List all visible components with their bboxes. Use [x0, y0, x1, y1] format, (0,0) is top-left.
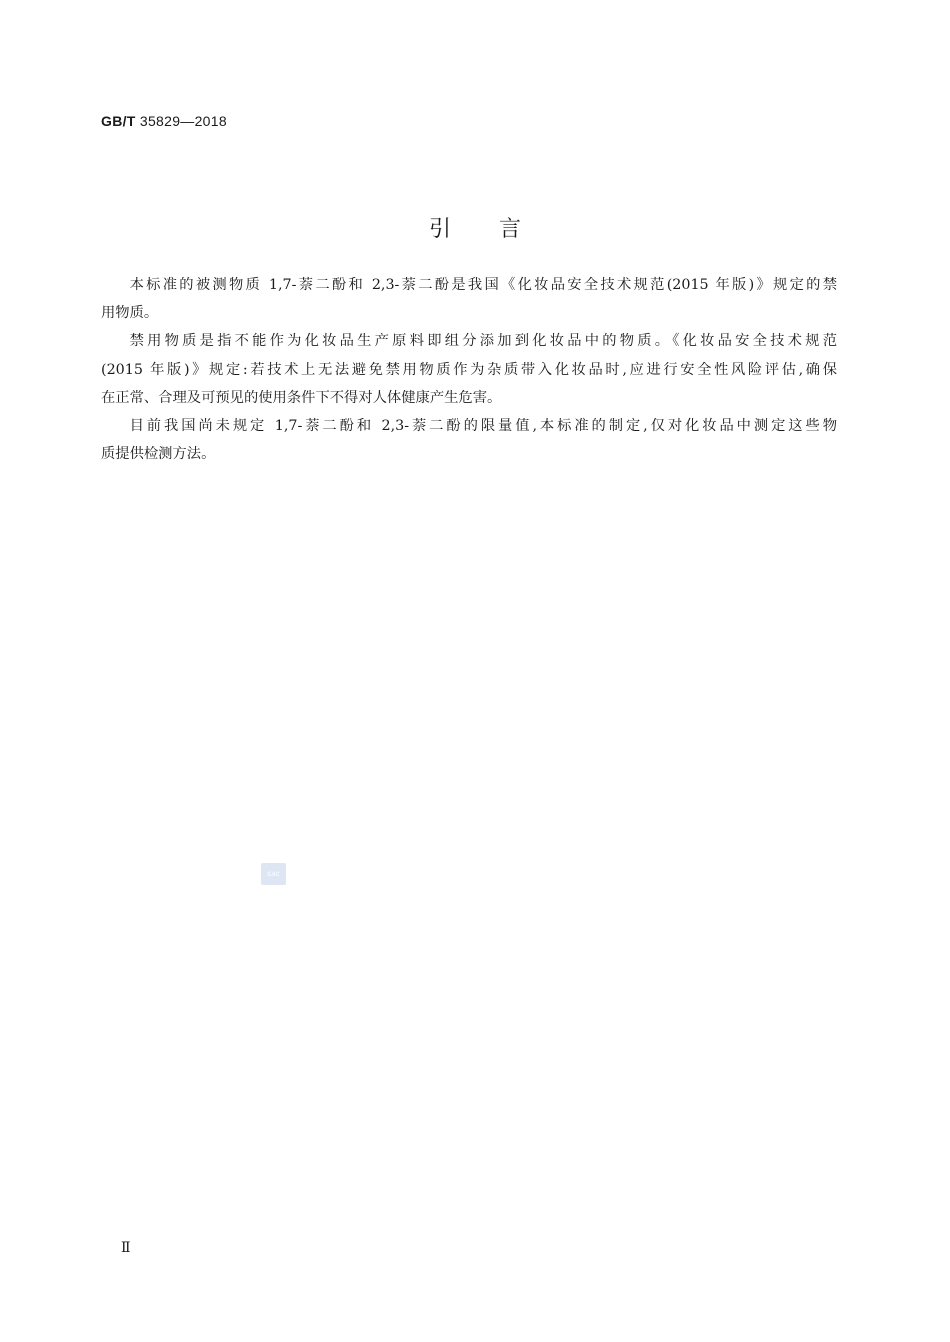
- paragraph-line: 本标准的被测物质 1,7-萘二酚和 2,3-萘二酚是我国《化妆品安全技术规范(2015 年版)》规定的禁: [129, 277, 837, 293]
- paragraph-3: [101, 412, 837, 468]
- watermark-text: SAC: [266, 870, 281, 878]
- paragraph-line: 用物质。: [101, 305, 159, 322]
- introduction-body: [101, 271, 837, 468]
- standard-number: 35829—2018: [139, 113, 227, 129]
- paragraph-line: 禁用物质是指不能作为化妆品生产原料即组分添加到化妆品中的物质。《化妆品安全技术规范: [129, 333, 837, 350]
- paragraph-line: (2015 年版)》规定:若技术上无法避免禁用物质作为杂质带入化妆品时,应进行安全性风险评估,确保: [101, 361, 837, 378]
- standard-prefix: GB/T: [101, 113, 136, 129]
- page-number: Ⅱ: [121, 1241, 131, 1256]
- standard-code: [101, 113, 227, 129]
- paragraph-line: 目前我国尚未规定 1,7-萘二酚和 2,3-萘二酚的限量值,本标准的制定,仅对化妆品中测定这些物: [129, 418, 837, 435]
- paragraph-line: 质提供检测方法。: [101, 446, 216, 463]
- paragraph-line: 在正常、合理及可预见的使用条件下不得对人体健康产生危害。: [101, 389, 502, 406]
- paragraph-2: [101, 327, 837, 412]
- page-title: 引言: [428, 216, 569, 242]
- paragraph-1: [101, 271, 837, 327]
- sac-watermark-logo: [261, 863, 286, 885]
